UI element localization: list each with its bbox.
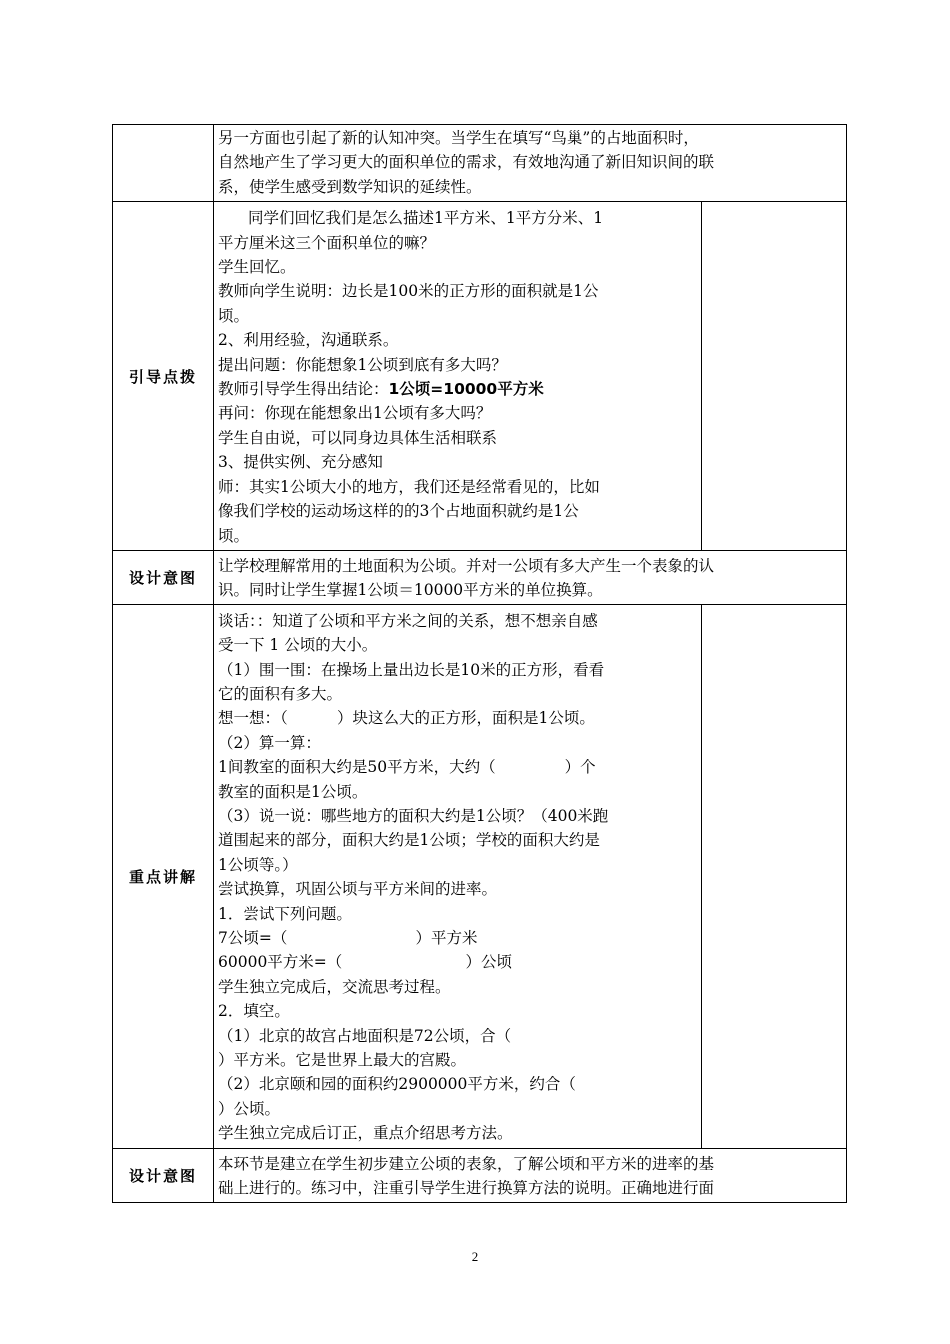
text-line: 尝试换算，巩固公顷与平方米间的进率。	[218, 880, 498, 899]
content-cell	[214, 125, 847, 202]
content-cell	[214, 550, 847, 604]
row-label-empty	[113, 125, 214, 202]
table-row-design-intent-2	[113, 1148, 847, 1203]
notes-cell	[702, 202, 847, 551]
text-line: 同学们回忆我们是怎么描述1平方米、1平方分米、1	[248, 209, 604, 228]
text-line: 60000平方米=（ ）公顷	[218, 953, 512, 972]
text-line: 教师向学生说明：边长是100米的正方形的面积就是1公	[218, 282, 599, 301]
row-label-guidance: 引导点拨	[113, 202, 214, 551]
text-line: （2）算一算：	[218, 733, 321, 752]
text-line: 受一下 1 公顷的大小。	[218, 636, 378, 655]
text-line	[218, 377, 698, 401]
text-line: 提出问题：你能想象1公顷到底有多大吗？	[218, 355, 507, 374]
text-line: 识。同时让学生掌握1公顷＝10000平方米的单位换算。	[218, 581, 603, 600]
lesson-plan-table	[112, 124, 847, 1203]
text-line: 师：其实1公顷大小的地方，我们还是经常看见的，比如	[218, 477, 600, 496]
row-label-design-intent: 设计意图	[113, 1148, 214, 1203]
text-line: 教室的面积是1公顷。	[218, 782, 368, 801]
text-line: 另一方面也引起了新的认知冲突。当学生在填写“鸟巢”的占地面积时，	[218, 129, 699, 147]
text-line: （3）说一说：哪些地方的面积大约是1公顷？（400米跑	[218, 806, 609, 825]
conclusion-formula: 1公顷=10000平方米	[388, 380, 544, 399]
row-label-key-explanation: 重点讲解	[113, 604, 214, 1148]
text-line: 3、提供实例、充分感知	[218, 453, 383, 472]
text-line: 顷。	[218, 526, 250, 545]
content-cell	[214, 604, 702, 1148]
content-cell	[214, 202, 702, 551]
text-span: 教师引导学生得出结论：	[218, 380, 389, 399]
text-line: 自然地产生了学习更大的面积单位的需求，有效地沟通了新旧知识间的联	[218, 153, 715, 172]
text-line: 学生独立完成后订正，重点介绍思考方法。	[218, 1124, 513, 1143]
text-line: 1公顷等。）	[218, 855, 298, 874]
text-line: 顷。	[218, 306, 250, 325]
row-label-design-intent: 设计意图	[113, 550, 214, 604]
text-line: 谈话：：知道了公顷和平方米之间的关系，想不想亲自感	[218, 611, 598, 630]
text-line: ）公顷。	[218, 1099, 281, 1118]
text-line: 让学校理解常用的土地面积为公顷。并对一公顷有多大产生一个表象的认	[218, 556, 715, 575]
text-line: （2）北京颐和园的面积约2900000平方米，约合（	[218, 1075, 576, 1094]
content-cell	[214, 1148, 847, 1203]
text-line: 想一想：（ ）块这么大的正方形，面积是1公顷。	[218, 709, 595, 728]
text-line: 1间教室的面积大约是50平方米，大约（ ）个	[218, 758, 596, 777]
table-row-guidance	[113, 202, 847, 551]
text-line: 再问：你现在能想象出1公顷有多大吗？	[218, 404, 492, 423]
table-row-key-explanation	[113, 604, 847, 1148]
text-line: ）平方米。它是世界上最大的宫殿。	[218, 1051, 467, 1070]
table-row-design-intent	[113, 550, 847, 604]
text-line: （1）北京的故宫占地面积是72公顷，合（	[218, 1026, 512, 1045]
text-line: 像我们学校的运动场这样的的3个占地面积就约是1公	[218, 502, 579, 521]
text-line: 7公顷=（ ）平方米	[218, 929, 478, 947]
text-line: 道围起来的部分，面积大约是1公顷；学校的面积大约是	[218, 831, 600, 850]
text-line: 平方厘米这三个面积单位的嘛？	[218, 233, 436, 252]
table-row-continuation	[113, 125, 847, 202]
text-line: 2．填空。	[218, 1002, 290, 1021]
text-line: 学生独立完成后，交流思考过程。	[218, 977, 451, 996]
text-line: 系，使学生感受到数学知识的延续性。	[218, 177, 482, 196]
text-line: 1．尝试下列问题。	[218, 904, 352, 923]
text-line: 它的面积有多大。	[218, 684, 343, 703]
text-line: 本环节是建立在学生初步建立公顷的表象，了解公顷和平方米的进率的基	[218, 1154, 715, 1173]
text-line: 学生回忆。	[218, 258, 296, 277]
text-line: （1）围一围：在操场上量出边长是10米的正方形，看看	[218, 660, 605, 679]
text-line: 学生自由说，可以同身边具体生活相联系	[218, 428, 498, 447]
notes-cell	[702, 604, 847, 1148]
page-number: 2	[471, 1249, 479, 1264]
text-line: 2、利用经验，沟通联系。	[218, 331, 399, 350]
text-line: 础上进行的。练习中，注重引导学生进行换算方法的说明。正确地进行面	[218, 1179, 715, 1198]
